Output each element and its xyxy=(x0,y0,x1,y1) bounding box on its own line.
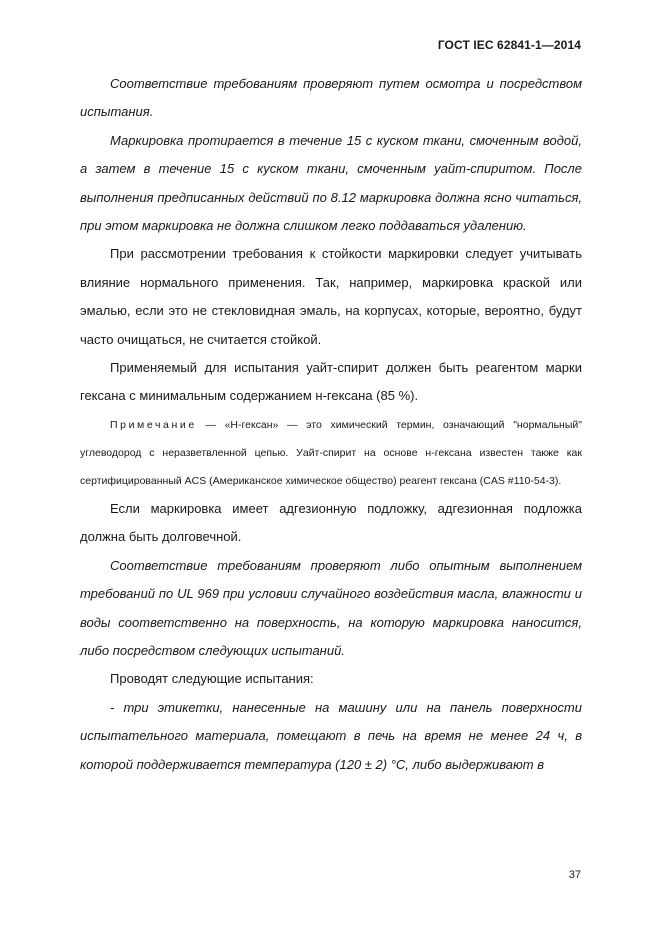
note-label: Примечание xyxy=(110,418,197,431)
note-text: — «Н-гексан» — это химический термин, означающий "нормальный" углеводород с неразветвленной цепью. Уайт-спирит на основе н-гексана известен также как сертифицированный ACS (Американское химическое общество) реагент гексана (CAS #110-54-3). xyxy=(80,418,582,487)
paragraph-compliance-check: Соответствие требованиям проверяют путем осмотра и посредством испытания. xyxy=(80,76,582,120)
paragraph-white-spirit: Применяемый для испытания уайт-спирит должен быть реагентом марки гексана с минимальным содержанием н-гексана (85 %). xyxy=(80,360,582,404)
paragraph-label-oven-test: - три этикетки, нанесенные на машину или на панель поверхности испытательного материала, помещают в печь на время не менее 24 ч, в которой поддерживается температура (120 ± 2) °С, либо выдерживают в xyxy=(80,699,582,772)
page-number: 37 xyxy=(568,869,581,881)
paragraph-ul969-compliance: Соответствие требованиям проверяют либо опытным выполнением требований по UL 969 при условии случайного воздействия масла, влажности и воды соответственно на поверхность, на которую маркировка наносится, либо посредством следующих испытаний. xyxy=(80,557,582,658)
paragraph-marking-durability: При рассмотрении требования к стойкости маркировки следует учитывать влияние нормального применения. Так, например, маркировка краской или эмалью, если это не стекловидная эмаль, на корпусах, которые, вероятно, будут часто очищаться, не считается стойкой. xyxy=(80,246,582,347)
document-body xyxy=(80,70,582,779)
document-header: ГОСТ IEC 62841-1—2014 xyxy=(437,38,581,52)
paragraph-marking-wipe-test: Маркировка протирается в течение 15 с куском ткани, смоченным водой, а затем в течение 15 с куском ткани, смоченным уайт-спиритом. После выполнения предписанных действий по 8.12 маркировка должна ясно читаться, при этом маркировка не должна слишком легко поддаваться удалению. xyxy=(80,132,582,234)
paragraph-adhesive-backing: Если маркировка имеет адгезионную подложку, адгезионная подложка должна быть долговечной. xyxy=(80,500,582,545)
paragraph-tests-intro: Проводят следующие испытания: xyxy=(110,671,314,687)
note xyxy=(80,411,582,495)
